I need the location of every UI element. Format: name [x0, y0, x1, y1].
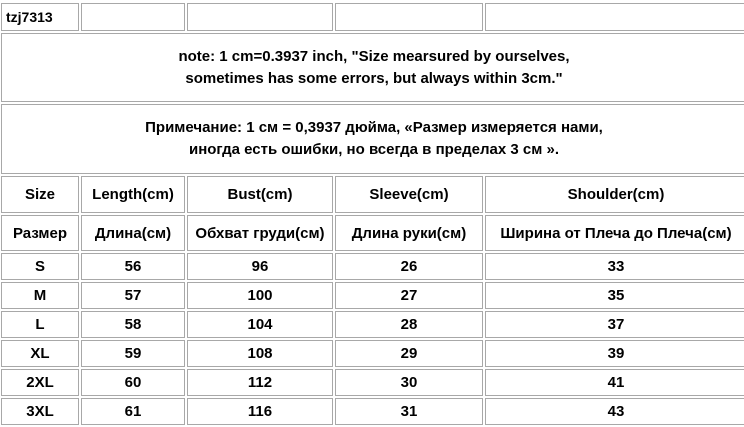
shoulder-cell: 37 — [485, 311, 744, 338]
bust-cell: 96 — [187, 253, 333, 280]
header-bust-ru: Обхват груди(см) — [187, 215, 333, 251]
length-cell: 56 — [81, 253, 185, 280]
header-length: Length(cm) — [81, 176, 185, 213]
table-row — [1, 340, 744, 367]
bust-cell: 112 — [187, 369, 333, 396]
bust-cell: 100 — [187, 282, 333, 309]
note-english-row — [1, 33, 744, 102]
bust-cell: 104 — [187, 311, 333, 338]
sleeve-cell: 31 — [335, 398, 483, 425]
length-cell: 59 — [81, 340, 185, 367]
length-cell: 61 — [81, 398, 185, 425]
empty-cell — [187, 3, 333, 31]
shoulder-cell: 39 — [485, 340, 744, 367]
empty-cell — [485, 3, 744, 31]
sleeve-cell: 26 — [335, 253, 483, 280]
header-size: Size — [1, 176, 79, 213]
note-english-line-1: note: 1 cm=0.3937 inch, "Size mearsured by ourselves, — [178, 47, 570, 65]
table-row — [1, 398, 744, 425]
top-row — [1, 3, 744, 31]
header-size-ru: Размер — [1, 215, 79, 251]
shoulder-cell: 43 — [485, 398, 744, 425]
length-cell: 58 — [81, 311, 185, 338]
note-russian-row — [1, 104, 744, 174]
size-cell: L — [1, 311, 79, 338]
empty-cell — [335, 3, 483, 31]
header-sleeve-ru: Длина руки(см) — [335, 215, 483, 251]
sleeve-cell: 27 — [335, 282, 483, 309]
note-english-line-2: sometimes has some errors, but always within 3cm." — [185, 69, 563, 87]
length-cell: 60 — [81, 369, 185, 396]
table-row — [1, 311, 744, 338]
size-table — [0, 1, 744, 427]
table-row — [1, 253, 744, 280]
bust-cell: 108 — [187, 340, 333, 367]
empty-cell — [81, 3, 185, 31]
length-cell: 57 — [81, 282, 185, 309]
note-russian-line-1: Примечание: 1 см = 0,3937 дюйма, «Размер измеряется нами, — [145, 119, 603, 136]
bust-cell: 116 — [187, 398, 333, 425]
size-cell: M — [1, 282, 79, 309]
shoulder-cell: 33 — [485, 253, 744, 280]
table-row — [1, 282, 744, 309]
shoulder-cell: 35 — [485, 282, 744, 309]
size-cell: 2XL — [1, 369, 79, 396]
header-length-ru: Длина(см) — [81, 215, 185, 251]
note-english — [1, 33, 744, 102]
note-russian-line-2: иногда есть ошибки, но всегда в пределах 3 см ». — [188, 141, 560, 158]
table-row — [1, 369, 744, 396]
size-cell: 3XL — [1, 398, 79, 425]
header-shoulder: Shoulder(cm) — [485, 176, 744, 213]
header-row-english — [1, 176, 744, 213]
size-cell: S — [1, 253, 79, 280]
header-bust: Bust(cm) — [187, 176, 333, 213]
note-russian — [1, 104, 744, 174]
size-cell: XL — [1, 340, 79, 367]
header-row-russian — [1, 215, 744, 251]
shoulder-cell: 41 — [485, 369, 744, 396]
product-code: tzj7313 — [1, 3, 79, 31]
sleeve-cell: 30 — [335, 369, 483, 396]
header-shoulder-ru: Ширина от Плеча до Плеча(см) — [485, 215, 744, 251]
sleeve-cell: 29 — [335, 340, 483, 367]
sleeve-cell: 28 — [335, 311, 483, 338]
header-sleeve: Sleeve(cm) — [335, 176, 483, 213]
